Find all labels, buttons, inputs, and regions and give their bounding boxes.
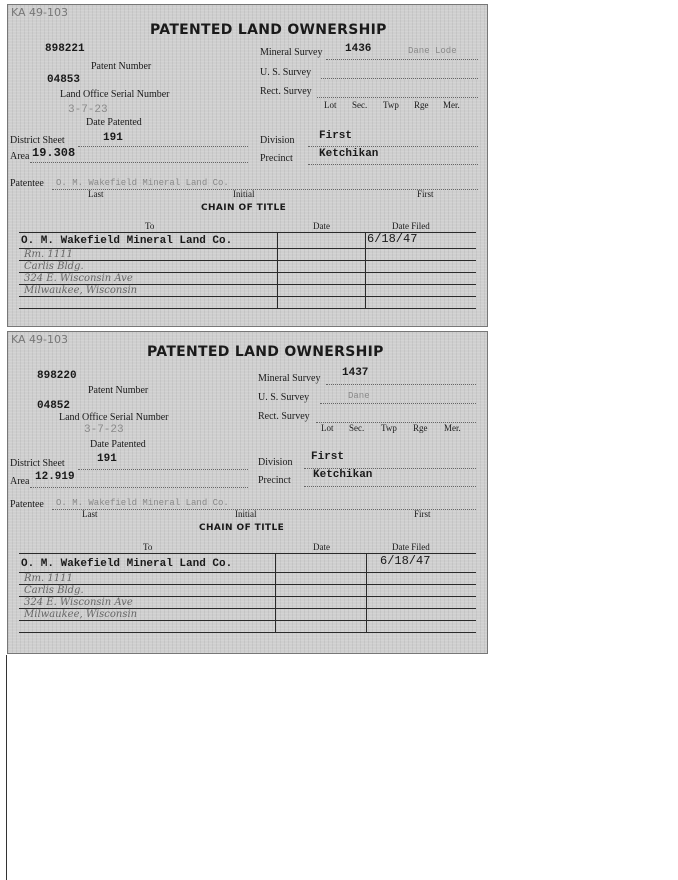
patentee-label: Patentee (10, 178, 44, 189)
chain-of-title-heading: CHAIN OF TITLE (199, 523, 285, 533)
precinct-label: Precinct (260, 153, 293, 164)
patentee-value: O. M. Wakefield Mineral Land Co. (56, 498, 229, 508)
chain-row-date-filed: 6/18/47 (380, 554, 431, 568)
date-patented-label: Date Patented (90, 439, 146, 450)
rect-col-mer: Mer. (443, 100, 460, 110)
patentee-label: Patentee (10, 499, 44, 510)
division-label: Division (258, 457, 293, 468)
name-col-last: Last (88, 189, 104, 199)
page-margin-rule (6, 655, 7, 880)
area-value: 19.308 (32, 146, 76, 160)
mineral-survey-value: 1436 (345, 43, 372, 55)
chain-row-to: O. M. Wakefield Mineral Land Co. (21, 235, 233, 247)
chain-row-to: O. M. Wakefield Mineral Land Co. (21, 558, 233, 570)
date-patented-label: Date Patented (86, 117, 142, 128)
district-sheet-value: 191 (103, 132, 123, 144)
name-col-first: First (414, 509, 431, 519)
rect-survey-label: Rect. Survey (260, 86, 312, 97)
serial-number-value: 04853 (47, 74, 81, 86)
land-ownership-card (7, 4, 488, 327)
chain-row-to: Milwaukee, Wisconsin (24, 285, 138, 296)
chain-row-to: Milwaukee, Wisconsin (24, 609, 138, 620)
rect-col-rge: Rge (413, 423, 428, 433)
reference-note: KA 49-103 (11, 6, 69, 19)
rect-col-twp: Twp (383, 100, 399, 110)
patentee-value: O. M. Wakefield Mineral Land Co. (56, 178, 229, 188)
chain-row-date-filed: 6/18/47 (367, 232, 418, 246)
rect-col-lot: Lot (324, 100, 337, 110)
area-label: Area (10, 476, 30, 487)
rect-col-sec: Sec. (352, 100, 368, 110)
chain-row-to: Rm. 1111 (24, 573, 73, 584)
chain-of-title-heading: CHAIN OF TITLE (201, 203, 287, 213)
rect-col-sec: Sec. (349, 423, 365, 433)
chain-row-to: Carlis Bldg. (24, 261, 84, 272)
rect-col-rge: Rge (414, 100, 429, 110)
card-title: PATENTED LAND OWNERSHIP (147, 344, 384, 360)
rect-col-lot: Lot (321, 423, 334, 433)
serial-number-value: 04852 (37, 400, 71, 412)
name-col-last: Last (82, 509, 98, 519)
chain-header-to: To (145, 221, 155, 231)
us-survey-label: U. S. Survey (260, 67, 312, 78)
chain-header-to: To (143, 542, 153, 552)
patent-number-label: Patent Number (88, 385, 149, 396)
land-ownership-card (7, 331, 488, 654)
mineral-survey-label: Mineral Survey (258, 373, 321, 384)
chain-header-date: Date (313, 221, 330, 231)
division-value: First (311, 451, 345, 463)
chain-row-to: Rm. 1111 (24, 249, 73, 260)
mineral-survey-note: Dane Lode (408, 46, 457, 56)
precinct-value: Ketchikan (313, 469, 373, 481)
chain-row-to: 324 E. Wisconsin Ave (24, 597, 133, 608)
serial-number-label: Land Office Serial Number (59, 412, 169, 423)
name-col-first: First (417, 189, 434, 199)
rect-col-twp: Twp (381, 423, 397, 433)
card-title: PATENTED LAND OWNERSHIP (150, 22, 387, 38)
us-survey-label: U. S. Survey (258, 392, 310, 403)
division-value: First (319, 130, 353, 142)
rect-col-mer: Mer. (444, 423, 461, 433)
chain-header-date: Date (313, 542, 330, 552)
name-col-initial: Initial (235, 509, 257, 519)
area-label: Area (10, 151, 30, 162)
chain-header-date-filed: Date Filed (392, 221, 430, 231)
mineral-survey-value: 1437 (342, 367, 369, 379)
patent-number-label: Patent Number (91, 61, 152, 72)
date-patented-value: 3-7-23 (68, 104, 108, 116)
date-patented-value: 3-7-23 (84, 424, 124, 436)
patent-number-value: 898221 (45, 43, 85, 55)
mineral-survey-label: Mineral Survey (260, 47, 323, 58)
precinct-value: Ketchikan (319, 148, 379, 160)
us-survey-value: Dane (348, 391, 370, 401)
patent-number-value: 898220 (37, 370, 77, 382)
district-sheet-value: 191 (97, 453, 117, 465)
name-col-initial: Initial (233, 189, 255, 199)
chain-row-to: 324 E. Wisconsin Ave (24, 273, 133, 284)
serial-number-label: Land Office Serial Number (60, 89, 170, 100)
district-sheet-label: District Sheet (10, 458, 65, 469)
chain-header-date-filed: Date Filed (392, 542, 430, 552)
district-sheet-label: District Sheet (10, 135, 65, 146)
reference-note: KA 49-103 (11, 333, 69, 346)
rect-survey-label: Rect. Survey (258, 411, 310, 422)
precinct-label: Precinct (258, 475, 291, 486)
chain-row-to: Carlis Bldg. (24, 585, 84, 596)
division-label: Division (260, 135, 295, 146)
area-value: 12.919 (35, 471, 75, 483)
